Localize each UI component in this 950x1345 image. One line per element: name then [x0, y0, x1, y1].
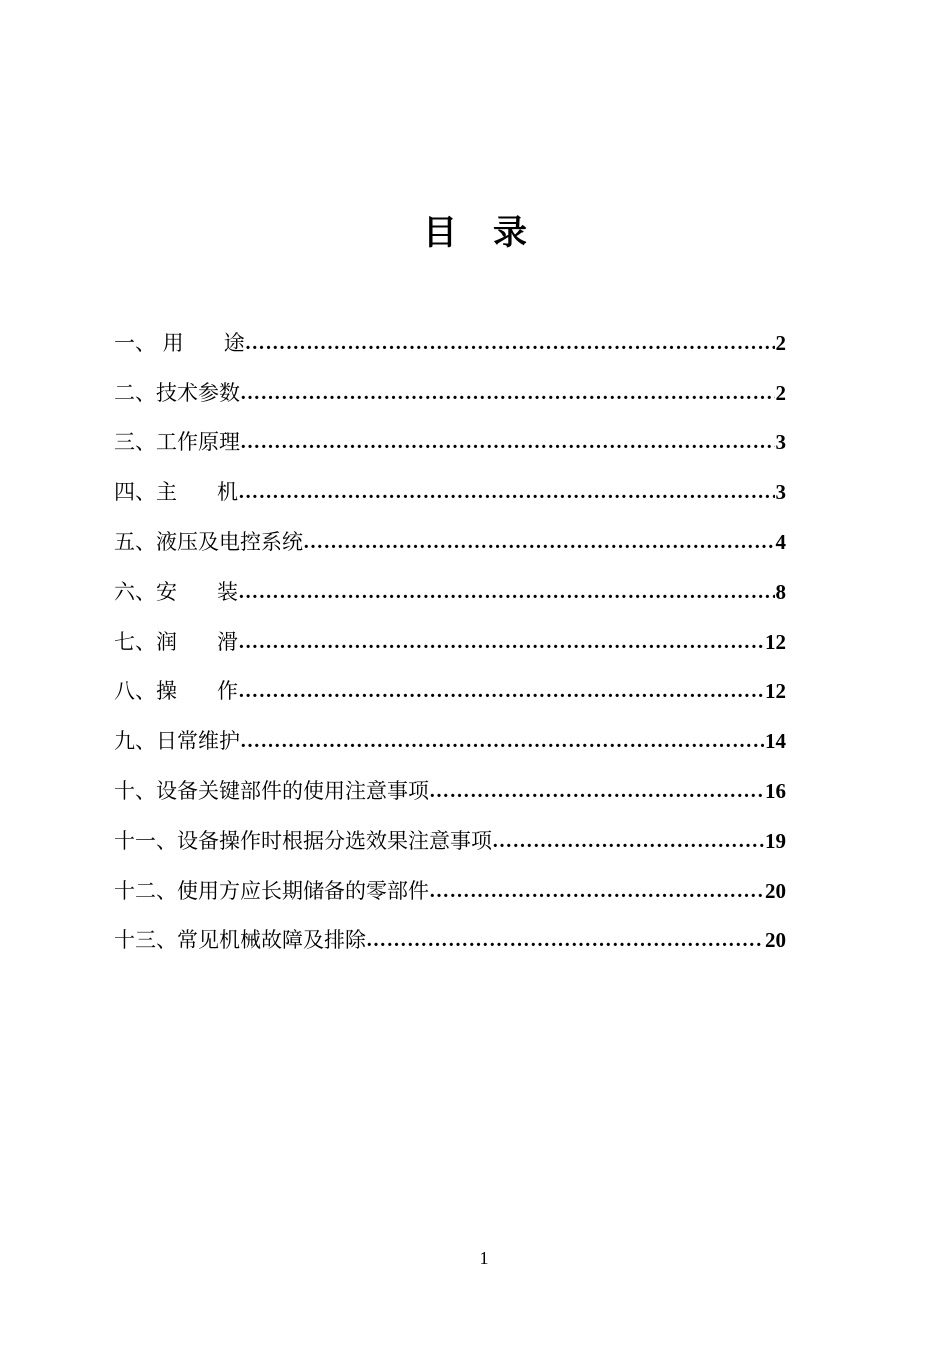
- toc-entry-10[interactable]: [114, 761, 786, 811]
- toc-entry-12[interactable]: [114, 861, 786, 911]
- toc-entry-11[interactable]: [114, 811, 786, 861]
- toc-entry-label: 三、工作原理: [114, 430, 240, 455]
- toc-entry-5[interactable]: [114, 512, 786, 562]
- toc-entry-label: 十、设备关键部件的使用注意事项: [114, 778, 429, 803]
- toc-entry-label: 七、润 滑: [114, 629, 239, 654]
- toc-entry-page: 19: [765, 828, 786, 853]
- toc-entry-label: 一、 用 途: [114, 330, 245, 355]
- toc-entry-page: 16: [765, 778, 786, 803]
- toc-entry-page: 4: [775, 529, 786, 554]
- toc-entry-label: 九、日常维护: [114, 729, 240, 754]
- toc-entry-page: 14: [765, 729, 786, 754]
- toc-entry-label: 五、液压及电控系统: [114, 529, 303, 554]
- toc-entry-9[interactable]: [114, 711, 786, 761]
- table-of-contents: [114, 313, 786, 960]
- page-number: 1: [479, 1248, 489, 1268]
- toc-leader-dots: [240, 373, 775, 413]
- toc-entry-label: 八、操 作: [114, 679, 239, 704]
- toc-leader-dots: [238, 622, 764, 662]
- toc-entry-13[interactable]: [114, 911, 786, 961]
- toc-entry-6[interactable]: [114, 562, 786, 612]
- toc-leader-dots: [238, 572, 774, 612]
- title-char-1: 目: [423, 213, 457, 253]
- toc-leader-dots: [303, 522, 775, 562]
- toc-leader-dots: [429, 871, 764, 911]
- toc-entry-page: 20: [765, 878, 786, 903]
- toc-entry-label: 十二、使用方应长期储备的零部件: [114, 878, 429, 903]
- title-char-2: 录: [493, 213, 527, 253]
- toc-entry-label: 六、安 装: [114, 579, 239, 604]
- toc-entry-page: 3: [775, 430, 786, 455]
- toc-entry-3[interactable]: [114, 413, 786, 463]
- toc-entry-page: 12: [765, 679, 786, 704]
- toc-entry-7[interactable]: [114, 612, 786, 662]
- toc-leader-dots: [366, 920, 764, 960]
- toc-entry-label: 二、技术参数: [114, 380, 240, 405]
- toc-leader-dots: [238, 472, 774, 512]
- toc-entry-page: 2: [775, 330, 786, 355]
- toc-entry-page: 3: [775, 480, 786, 505]
- toc-leader-dots: [240, 721, 764, 761]
- toc-leader-dots: [429, 771, 764, 811]
- toc-leader-dots: [492, 821, 764, 861]
- toc-entry-1[interactable]: [114, 313, 786, 363]
- toc-entry-page: 2: [775, 380, 786, 405]
- toc-entry-label: 十一、设备操作时根据分选效果注意事项: [114, 828, 492, 853]
- toc-entry-page: 12: [765, 629, 786, 654]
- toc-leader-dots: [240, 422, 775, 462]
- toc-entry-8[interactable]: [114, 662, 786, 712]
- toc-entry-label: 十三、常见机械故障及排除: [114, 928, 366, 953]
- toc-leader-dots: [245, 323, 775, 363]
- toc-entry-4[interactable]: [114, 462, 786, 512]
- page-title: [0, 208, 950, 258]
- toc-entry-2[interactable]: [114, 363, 786, 413]
- toc-entry-page: 20: [765, 928, 786, 953]
- toc-leader-dots: [238, 671, 764, 711]
- toc-entry-page: 8: [775, 579, 786, 604]
- toc-entry-label: 四、主 机: [114, 480, 239, 505]
